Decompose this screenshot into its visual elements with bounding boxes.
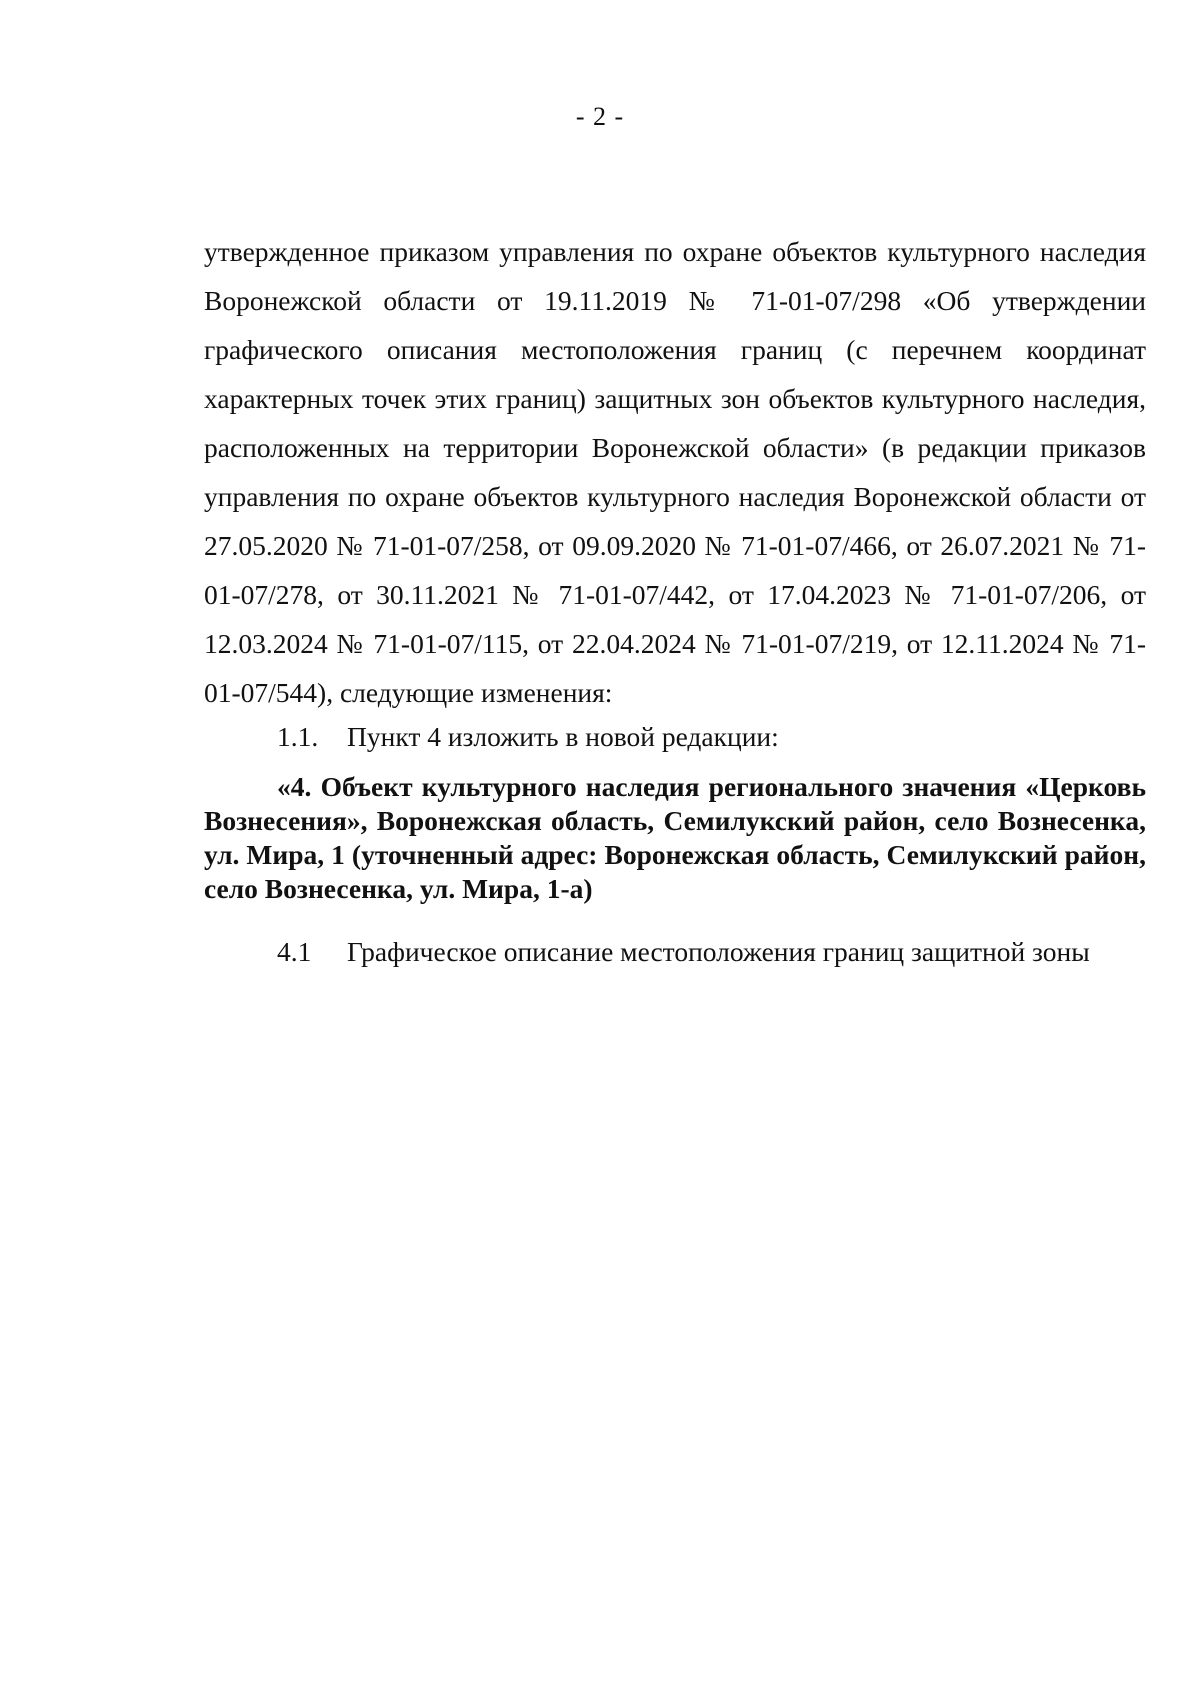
item-4-1-number: 4.1 xyxy=(277,936,312,967)
item-1-1-number: 1.1. xyxy=(277,721,319,752)
main-paragraph: утвержденное приказом управления по охране объектов культурного наследия Воронежской области от 19.11.2019 № 71-01-07/298 «Об утверждении графического описания местоположения границ (с перечнем координат характерных точек этих границ) защитных зон объектов культурного наследия, расположенных на территории Воронежской области» (в редакции приказов управления по охране объектов культурного наследия Воронежской области от 27.05.2020 № 71-01-07/258, от 09.09.2020 № 71-01-07/466, от 26.07.2021 № 71-01-07/278, от 30.11.2021 № 71-01-07/442, от 17.04.2023 № 71-01-07/206, от 12.03.2024 № 71-01-07/115, от 22.04.2024 № 71-01-07/219, от 12.11.2024 № 71-01-07/544), следующие изменения: xyxy=(204,236,1146,708)
item-4-1 xyxy=(277,932,1090,972)
object-heading-paragraph: «4. Объект культурного наследия регионального значения «Церковь Вознесения», Воронежская область, Семилукский район, село Вознесенка, ул. Мира, 1 (уточненный адрес: Воронежская область, Семилукский район, село Вознесенка, ул. Мира, 1-а) xyxy=(204,771,1146,904)
item-1-1-text: Пункт 4 изложить в новой редакции: xyxy=(347,721,779,752)
item-4-1-text: Графическое описание местоположения границ защитной зоны xyxy=(347,936,1090,967)
page-number: - 2 - xyxy=(575,102,625,131)
item-1-1 xyxy=(277,717,779,757)
